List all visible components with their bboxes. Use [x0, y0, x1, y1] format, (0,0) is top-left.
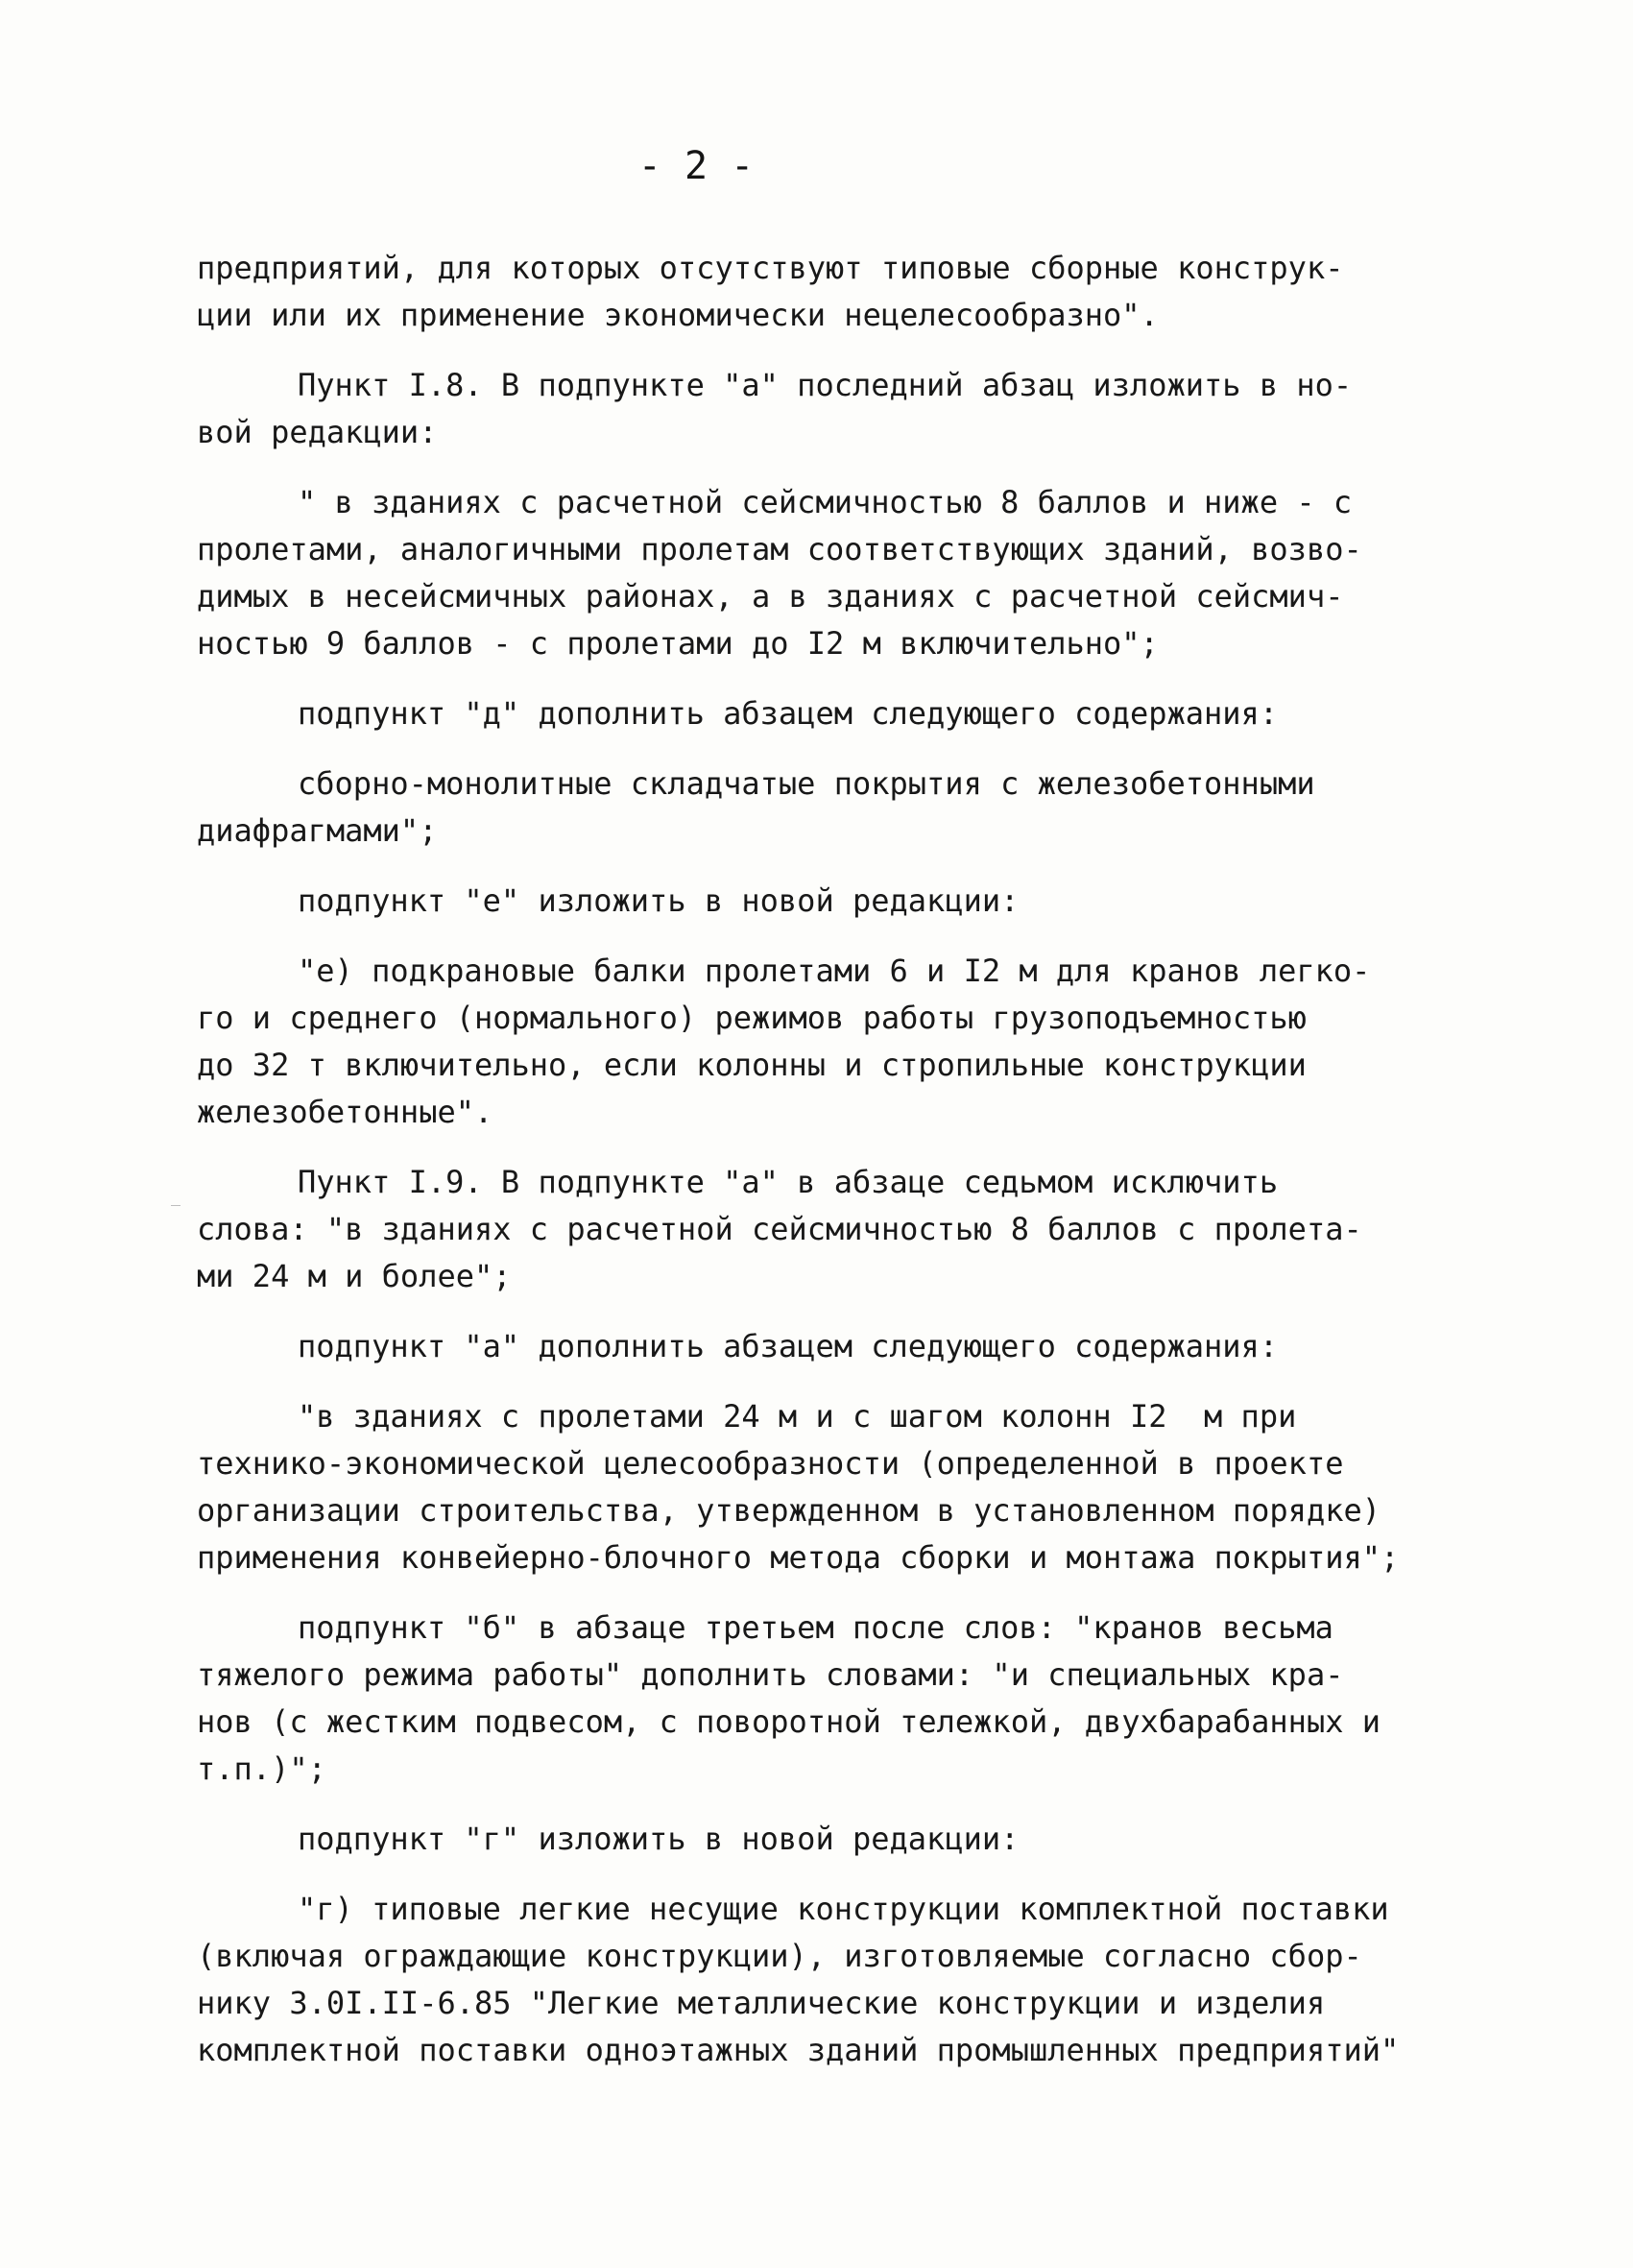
text-line: нов (с жестким подвесом, с поворотной тележкой, двухбарабанных и: [197, 1703, 1381, 1740]
text-line: го и среднего (нормального) режимов работы грузоподъемностью: [197, 1000, 1307, 1036]
paragraph: [197, 1886, 1531, 2074]
text-line: подпункт "а" дополнить абзацем следующего содержания:: [298, 1328, 1279, 1364]
page-number: - 2 -: [637, 144, 755, 188]
scan-artifact: [171, 1205, 180, 1206]
text-line: железобетонные".: [197, 1094, 493, 1130]
text-line: предприятий, для которых отсутствуют типовые сборные конструк-: [197, 250, 1344, 286]
paragraph: [197, 690, 1531, 737]
text-line: сборно-монолитные складчатые покрытия с железобетонными: [298, 765, 1315, 802]
text-line: димых в несейсмичных районах, а в зданиях с расчетной сейсмич-: [197, 578, 1344, 615]
text-line: нику 3.0I.II-6.85 "Легкие металлические конструкции и изделия: [197, 1985, 1326, 2021]
paragraph: [197, 362, 1531, 456]
paragraph: [197, 1393, 1531, 1581]
text-line: вой редакции:: [197, 414, 438, 450]
text-line: до 32 т включительно, если колонны и стропильные конструкции: [197, 1047, 1307, 1083]
text-line: ции или их применение экономически нецелесообразно".: [197, 297, 1159, 333]
paragraph: [197, 948, 1531, 1136]
paragraph: [197, 760, 1531, 855]
text-line: " в зданиях с расчетной сейсмичностью 8 баллов и ниже - с: [298, 484, 1353, 520]
text-line: Пункт I.9. В подпункте "а" в абзаце седьмом исключить: [298, 1164, 1279, 1200]
paragraph: [197, 479, 1531, 667]
paragraph: [197, 1159, 1531, 1300]
text-line: подпункт "д" дополнить абзацем следующего содержания:: [298, 695, 1279, 732]
text-line: "е) подкрановые балки пролетами 6 и I2 м для кранов легко-: [298, 953, 1371, 989]
text-line: подпункт "б" в абзаце третьем после слов: "кранов весьма: [298, 1609, 1333, 1646]
text-line: ми 24 м и более";: [197, 1258, 512, 1294]
text-line: "г) типовые легкие несущие конструкции комплектной поставки: [298, 1891, 1389, 1927]
text-line: (включая ограждающие конструкции), изготовляемые согласно сбор-: [197, 1938, 1362, 1974]
text-line: Пункт I.8. В подпункте "а" последний абзац изложить в но-: [298, 367, 1353, 403]
text-line: комплектной поставки одноэтажных зданий промышленных предприятий": [197, 2032, 1400, 2068]
paragraph: [197, 245, 1531, 339]
text-line: технико-экономической целесообразности (определенной в проекте: [197, 1445, 1344, 1482]
document-body: [197, 245, 1531, 2097]
text-line: организации строительства, утвержденном в установленном порядке): [197, 1492, 1381, 1529]
text-line: ностью 9 баллов - с пролетами до I2 м включительно";: [197, 625, 1159, 662]
paragraph: [197, 1323, 1531, 1370]
text-line: "в зданиях с пролетами 24 м и с шагом колонн I2 м при: [298, 1398, 1297, 1435]
text-line: т.п.)";: [197, 1750, 326, 1787]
text-line: слова: "в зданиях с расчетной сейсмичностью 8 баллов с пролета-: [197, 1211, 1362, 1247]
text-line: подпункт "е" изложить в новой редакции:: [298, 882, 1020, 919]
paragraph: [197, 1816, 1531, 1863]
paragraph: [197, 1604, 1531, 1793]
text-line: применения конвейерно-блочного метода сборки и монтажа покрытия";: [197, 1539, 1400, 1576]
text-line: тяжелого режима работы" дополнить словами: "и специальных кра-: [197, 1656, 1344, 1693]
text-line: пролетами, аналогичными пролетам соответствующих зданий, возво-: [197, 531, 1362, 567]
text-line: подпункт "г" изложить в новой редакции:: [298, 1821, 1020, 1857]
text-line: диафрагмами";: [197, 812, 438, 849]
paragraph: [197, 878, 1531, 925]
